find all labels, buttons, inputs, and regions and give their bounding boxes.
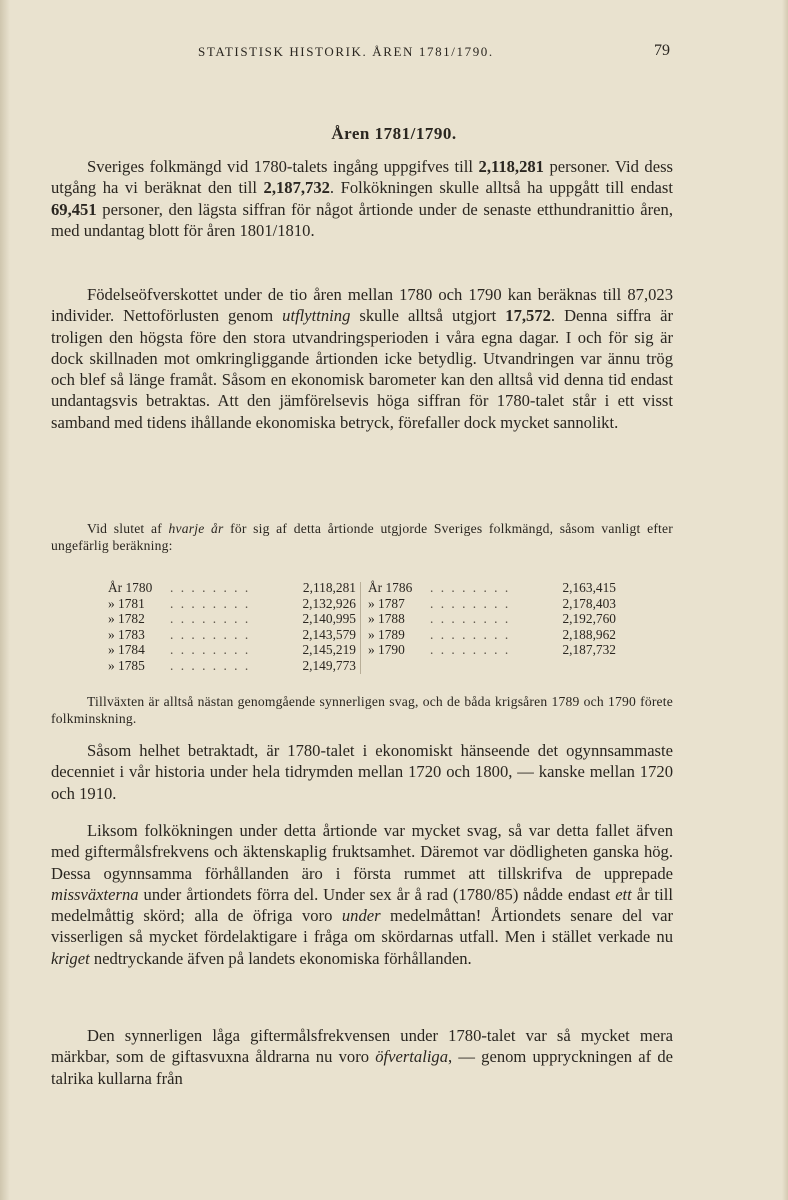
population-increase: 69,451 <box>51 199 97 219</box>
table-row: År 1786 . . . . . . . . 2,163,415 <box>368 580 616 595</box>
population-table-right-column <box>368 580 616 658</box>
section-title: Åren 1781/1790. <box>331 124 457 143</box>
table-intro: Vid slutet af hvarje år för sig af detta årtionde utgjorde Sveriges folkmängd, såsom vanligt efter ungefärlig beräkning: <box>51 521 673 553</box>
net-loss: 17,572 <box>505 306 551 326</box>
table-divider <box>360 582 361 674</box>
paragraph-emigration: Födelseöfverskottet under de tio åren mellan 1780 och 1790 kan beräknas till 87,023 individer. Nettoförlusten genom utflyttning skulle alltså utgjort 17,572. Denna siffra är troligen den högsta före den stora utvandringsperioden i våra egna dagar. I och för sig är dock skillnaden mot omkringliggande årtionden icke betydlig. Utvandringen var ännu trög och blef så länge framåt. Såsom en ekonomisk barometer kan den alltså vid denna tid endast undantagsvis betraktas. Att den jämförelsevis höga siffran för 1780-talet står i ett visst samband med tidens ihållande ekonomiska betryck, förefaller dock mycket sannolikt. <box>51 285 673 432</box>
population-table-left-column <box>108 580 356 673</box>
table-row: År 1780 . . . . . . . . 2,118,281 <box>108 580 356 595</box>
table-row: » 1788 . . . . . . . . 2,192,760 <box>368 611 616 626</box>
running-head: STATISTISK HISTORIK. ÅREN 1781/1790. <box>198 44 494 59</box>
population-table <box>108 580 623 675</box>
table-row: » 1789 . . . . . . . . 2,188,962 <box>368 626 616 642</box>
table-row: » 1783 . . . . . . . . 2,143,579 <box>108 626 356 642</box>
table-row: » 1787 . . . . . . . . 2,178,403 <box>368 595 616 611</box>
table-row: » 1781 . . . . . . . . 2,132,926 <box>108 595 356 611</box>
paragraph-marriage: Den synnerligen låga giftermålsfrekvensen under 1780-talet var så mycket mera märkbar, som de giftasvuxna åldrarna nu voro öfvertaliga, — genom uppryckningen af de talrika kullarna från <box>51 1026 673 1088</box>
table-note: Tillväxten är alltså nästan genomgående synnerligen svag, och de båda krigsåren 1789 och 1790 förete folkminskning. <box>51 694 673 726</box>
paragraph-population: Sveriges folkmängd vid 1780-talets ingång uppgifves till 2,118,281 personer. Vid dess utgång ha vi beräknat den till 2,187,732. Folkökningen skulle alltså ha uppgått till endast 69,451 personer, den lägsta siffran för något årtionde under de senaste etthundranittio åren, med undantag blott för åren 1801/1810. <box>51 157 674 240</box>
paragraph-harvests: Liksom folkökningen under detta årtionde var mycket svag, så var detta fallet äfven med giftermålsfrekvens och äktenskaplig fruktsamhet. Däremot var dödligheten ganska hög. Dessa ogynnsamma förhållanden äro i första rummet att tillskrifva de upprepade missväxterna under årtiondets förra del. Under sex år å rad (1780/85) nådde endast ett år till medelmåttig skörd; alla de öfriga voro under medelmåttan! Årtiondets senare del var visserligen så mycket fördelaktigare i fråga om skördarnas utfall. Men i stället verkade nu kriget nedtryckande äfven på landets ekonomiska förhållanden. <box>51 821 673 968</box>
population-1780: 2,118,281 <box>478 157 544 176</box>
page-number: 79 <box>654 42 670 59</box>
page-edge-right <box>782 0 788 1200</box>
table-row: » 1785 . . . . . . . . 2,149,773 <box>108 657 356 673</box>
table-row: » 1790 . . . . . . . . 2,187,732 <box>368 642 616 657</box>
table-row: » 1784 . . . . . . . . 2,145,219 <box>108 642 356 657</box>
paragraph-economic-summary: Såsom helhet betraktadt, är 1780-talet i ekonomiskt hänseende det ogynnsammaste decenniet i vår historia under hela tidrymden mellan 1720 och 1800, — kanske mellan 1720 och 1910. <box>51 741 673 803</box>
population-1790: 2,187,732 <box>263 178 330 198</box>
page-edge-left <box>0 0 10 1200</box>
table-row: » 1782 . . . . . . . . 2,140,995 <box>108 611 356 626</box>
